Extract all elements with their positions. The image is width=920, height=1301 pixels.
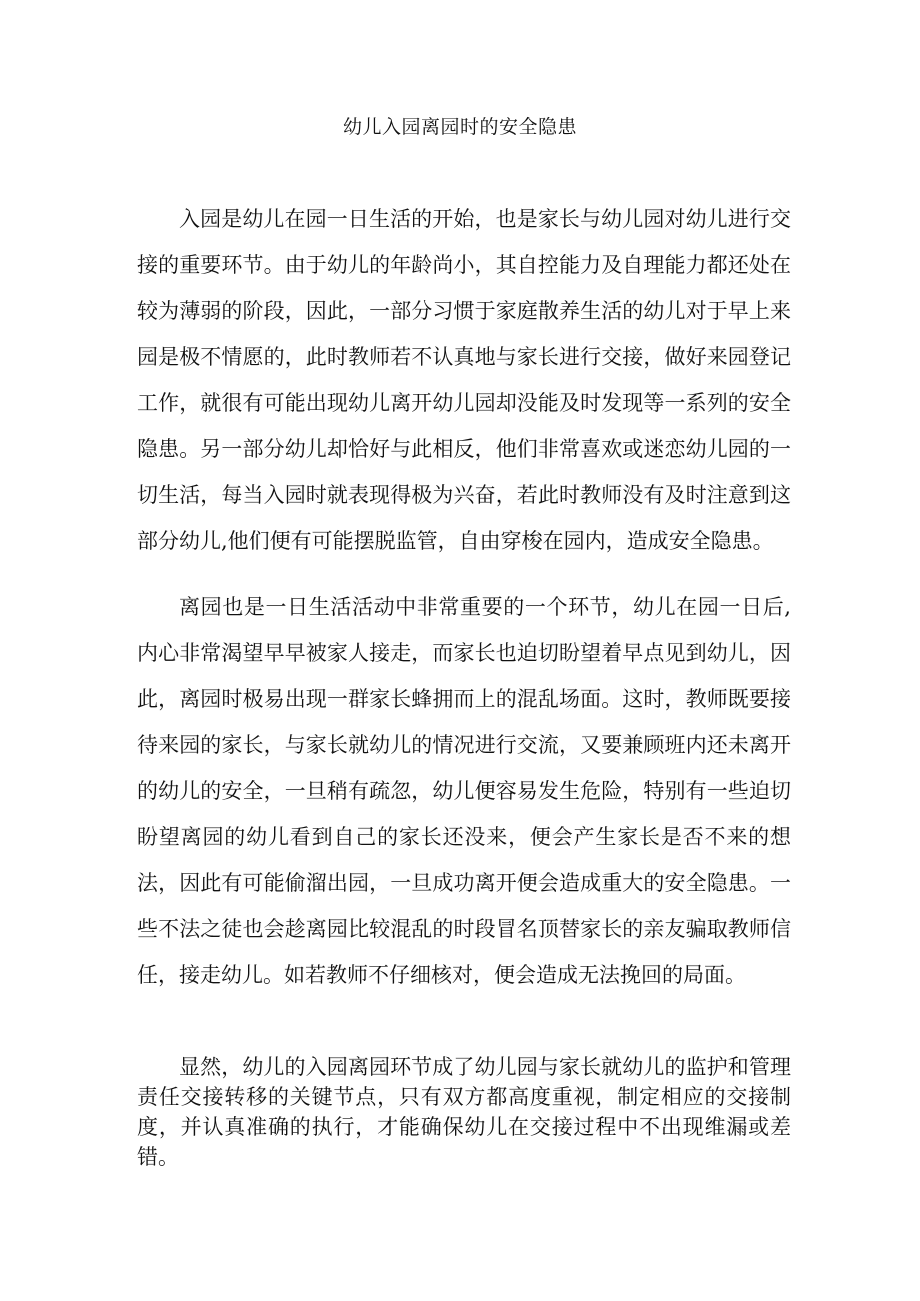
paragraph-arrival: 入园是幼儿在园一日生活的开始，也是家长与幼儿园对幼儿进行交接的重要环节。由于幼儿的年龄尚小，其自控能力及自理能力都还处在较为薄弱的阶段，因此，一部分习惯于家庭散养生活的幼儿对于早上来园是极不情愿的，此时教师若不认真地与家长进行交接，做好来园登记工作，就很有可能出现幼儿离开幼儿园却没能及时发现等一系列的安全隐患。另一部分幼儿却恰好与此相反，他们非常喜欢或迷恋幼儿园的一切生活，每当入园时就表现得极为兴奋，若此时教师没有及时注意到这部分幼儿,他们便有可能摆脱监管，自由穿梭在园内，造成安全隐患。 <box>137 207 791 553</box>
document-title: 幼儿入园离园时的安全隐患 <box>342 116 577 138</box>
paragraph-departure: 离园也是一日生活活动中非常重要的一个环节，幼儿在园一日后,内心非常渴望早早被家人接走，而家长也迫切盼望着早点见到幼儿，因此，离园时极易出现一群家长蜂拥而上的混乱场面。这时，教师既要接待来园的家长，与家长就幼儿的情况进行交流，又要兼顾班内还未离开的幼儿的安全，一旦稍有疏忽，幼儿便容易发生危险，特别有一些迫切盼望离园的幼儿看到自己的家长还没来，便会产生家长是否不来的想法，因此有可能偷溜出园，一旦成功离开便会造成重大的安全隐患。一些不法之徒也会趁离园比较混乱的时段冒名顶替家长的亲友骗取教师信任，接走幼儿。如若教师不仔细核对，便会造成无法挽回的局面。 <box>137 595 791 987</box>
paragraph-conclusion: 显然，幼儿的入园离园环节成了幼儿园与家长就幼儿的监护和管理责任交接转移的关键节点，只有双方都高度重视，制定相应的交接制度，并认真准确的执行，才能确保幼儿在交接过程中不出现维漏或差错。 <box>137 1055 791 1169</box>
